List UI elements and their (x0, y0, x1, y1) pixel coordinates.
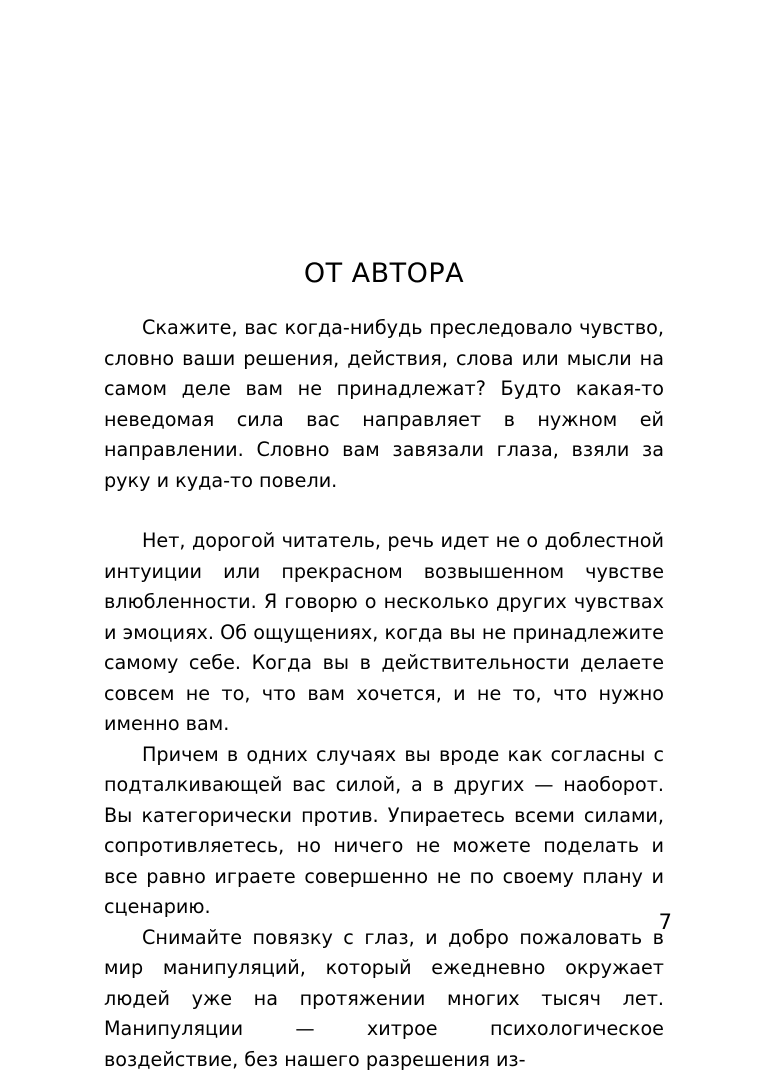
page-title: ОТ АВТОРА (303, 258, 465, 289)
paragraph-2: Нет, дорогой читатель, речь идет не о доблестной интуиции или прекрасном возвышенном чувстве влюбленности. Я говорю о несколько других чувствах и эмоциях. Об ощущениях, когда вы не принадлежите самому себе. Когда вы в действительности делаете совсем не то, что вам хочется, и не то, что нужно именно вам. (104, 529, 664, 736)
page-content (104, 0, 664, 1075)
page-number: 7 (658, 910, 672, 934)
paragraph-4: Снимайте повязку с глаз, и добро пожаловать в мир манипуляций, который ежедневно окружает людей уже на протяжении многих тысяч лет. Манипуляции — хитрое психологическое воздействие, без нашего разрешения из- (104, 925, 664, 1071)
paragraph-1: Скажите, вас когда-нибудь преследовало чувство, словно ваши решения, действия, слова или мысли на самом деле вам не принадлежат? Будто какая-то неведомая сила вас направляет в нужном ей направлении. Словно вам завязали глаза, взяли за руку и куда-то повели. (104, 316, 664, 492)
paragraph-3: Причем в одних случаях вы вроде как согласны с подталкивающей вас силой, а в других — наоборот. Вы категорически против. Упираетесь всеми силами, сопротивляетесь, но ничего не можете поделать и все равно играете совершенно не по своему плану и сценарию. (104, 742, 664, 919)
